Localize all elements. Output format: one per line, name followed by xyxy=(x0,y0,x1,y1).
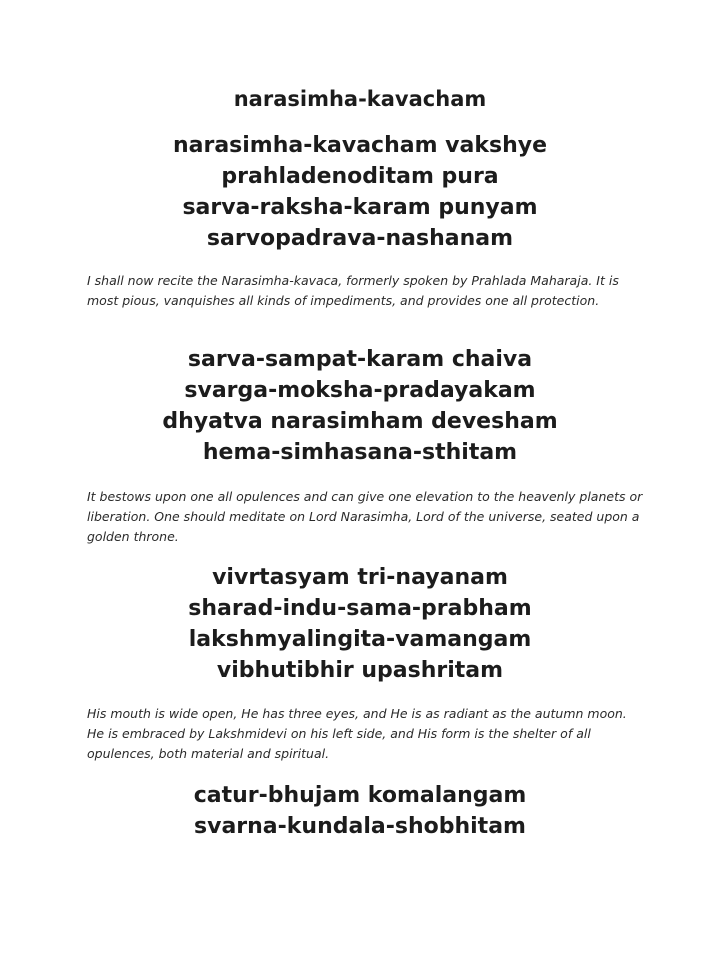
verse-line: vibhutibhir upashritam xyxy=(216,658,504,683)
verse-block-1 xyxy=(0,130,720,254)
verse-line: vivrtasyam tri-nayanam xyxy=(212,565,508,590)
verse-line: lakshmyalingita-vamangam xyxy=(188,627,532,652)
translation-1: I shall now recite the Narasimha-kavaca, formerly spoken by Prahlada Maharaja. It is most pious, vanquishes all kinds of impediments, and provides one all protection. xyxy=(87,273,619,308)
verse-block-4 xyxy=(0,780,720,842)
verse-line: prahladenoditam pura xyxy=(221,164,499,189)
translation-3: His mouth is wide open, He has three eyes, and He is as radiant as the autumn moon. He is embraced by Lakshmidevi on his left side, and His form is the shelter of all opulences, both material and spiritual. xyxy=(87,706,627,761)
translation-2: It bestows upon one all opulences and can give one elevation to the heavenly planets or liberation. One should meditate on Lord Narasimha, Lord of the universe, seated upon a golden throne. xyxy=(87,489,643,544)
verse-line: svarga-moksha-pradayakam xyxy=(184,378,536,403)
verse-block-3 xyxy=(0,562,720,686)
document-title: narasimha-kavacham xyxy=(233,87,487,111)
verse-line: hema-simhasana-sthitam xyxy=(202,440,518,465)
verse-line: sarva-raksha-karam punyam xyxy=(182,195,538,220)
verse-line: sarva-sampat-karam chaiva xyxy=(187,347,533,372)
verse-block-2 xyxy=(0,344,720,468)
verse-line: dhyatva narasimham devesham xyxy=(162,409,558,434)
verse-line: svarna-kundala-shobhitam xyxy=(194,814,526,839)
verse-line: catur-bhujam komalangam xyxy=(193,783,527,808)
verse-line: sarvopadrava-nashanam xyxy=(206,226,514,251)
verse-line: narasimha-kavacham vakshye xyxy=(172,133,548,158)
verse-line: sharad-indu-sama-prabham xyxy=(188,596,532,621)
